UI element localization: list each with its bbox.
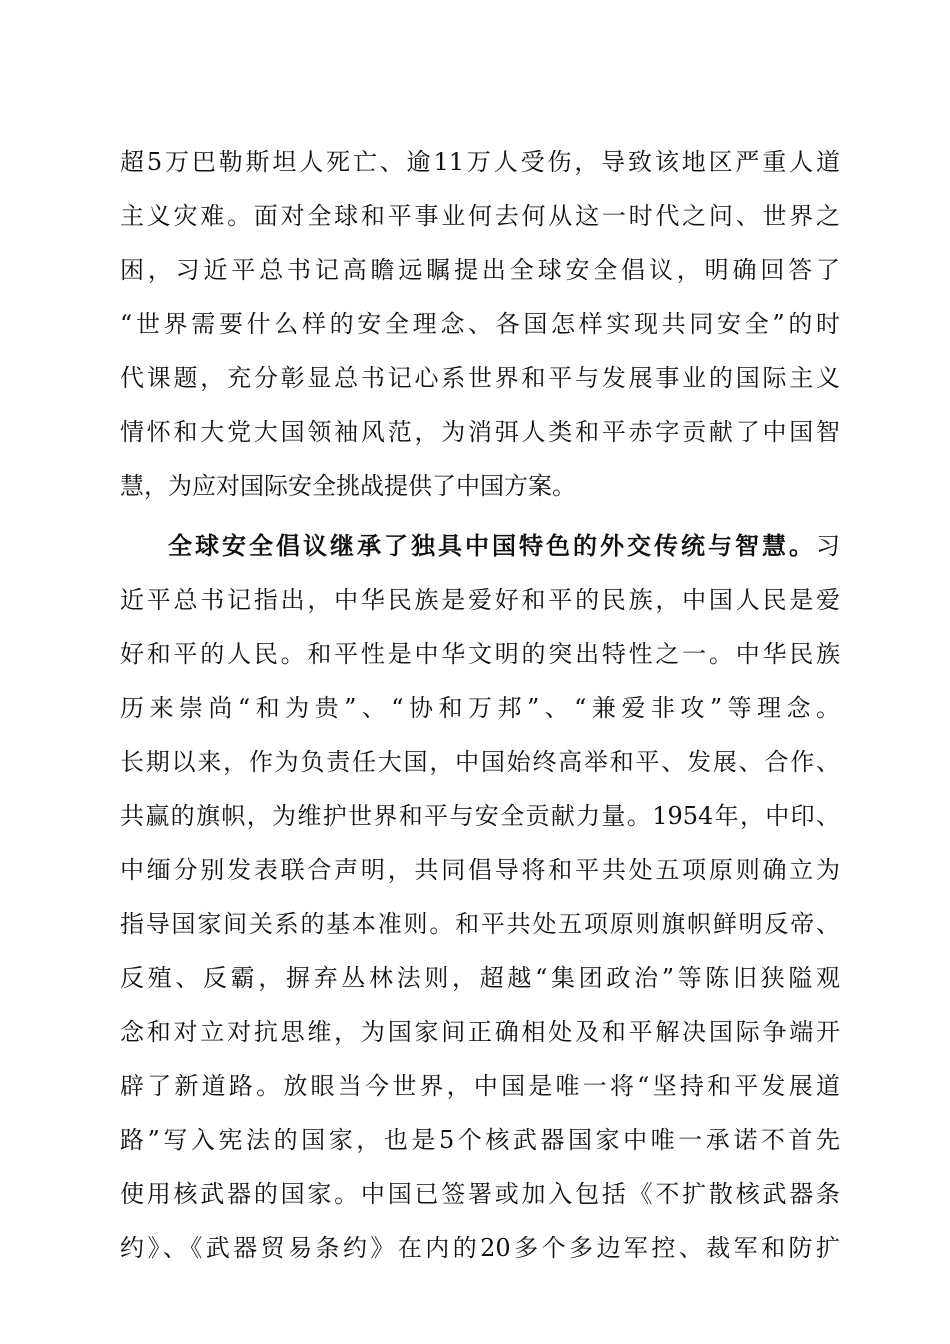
paragraph-1-line-1: 超5万巴勒斯坦人死亡、逾11万人受伤，导致该地区严重人道 bbox=[120, 148, 840, 176]
paragraph-1-line-2: 主义灾难。面对全球和平事业何去何从这一时代之问、世界之 bbox=[120, 202, 840, 230]
paragraph-2-line-2: 近平总书记指出，中华民族是爱好和平的民族，中国人民是爱 bbox=[120, 586, 840, 614]
paragraph-2-line-9: 反殖、反霸，摒弃丛林法则，超越“集团政治”等陈旧狭隘观 bbox=[120, 964, 840, 992]
paragraph-2-line-14: 约》、《武器贸易条约》在内的20多个多边军控、裁军和防扩 bbox=[120, 1234, 840, 1262]
paragraph-2-line-5: 长期以来，作为负责任大国，中国始终高举和平、发展、合作、 bbox=[120, 748, 840, 776]
paragraph-2-line-3: 好和平的人民。和平性是中华文明的突出特性之一。中华民族 bbox=[120, 640, 840, 668]
paragraph-2-first-line bbox=[168, 526, 840, 566]
paragraph-2-line-11: 辟了新道路。放眼当今世界，中国是唯一将“坚持和平发展道 bbox=[120, 1072, 840, 1100]
paragraph-1-line-3: 困，习近平总书记高瞻远瞩提出全球安全倡议，明确回答了 bbox=[120, 256, 840, 284]
paragraph-2-line-12: 路”写入宪法的国家，也是5个核武器国家中唯一承诺不首先 bbox=[120, 1126, 840, 1154]
paragraph-1-line-5: 代课题，充分彰显总书记心系世界和平与发展事业的国际主义 bbox=[120, 364, 840, 392]
paragraph-2-line-7: 中缅分别发表联合声明，共同倡导将和平共处五项原则确立为 bbox=[120, 856, 840, 884]
paragraph-1-line-4: “世界需要什么样的安全理念、各国怎样实现共同安全”的时 bbox=[120, 310, 840, 338]
paragraph-2-line-6: 共赢的旗帜，为维护世界和平与安全贡献力量。1954年，中印、 bbox=[120, 802, 840, 830]
paragraph-2-line-13: 使用核武器的国家。中国已签署或加入包括《不扩散核武器条 bbox=[120, 1180, 840, 1208]
paragraph-2-lead-sentence: 全球安全倡议继承了独具中国特色的外交传统与智慧。 bbox=[168, 532, 816, 560]
paragraph-2-line-4: 历来崇尚“和为贵”、“协和万邦”、“兼爱非攻”等理念。 bbox=[120, 694, 840, 722]
paragraph-2-first-line-rest: 习 bbox=[816, 532, 840, 560]
paragraph-2-line-10: 念和对立对抗思维，为国家间正确相处及和平解决国际争端开 bbox=[120, 1018, 840, 1046]
paragraph-2-line-8: 指导国家间关系的基本准则。和平共处五项原则旗帜鲜明反帝、 bbox=[120, 910, 840, 938]
paragraph-1-line-6: 情怀和大党大国领袖风范，为消弭人类和平赤字贡献了中国智 bbox=[120, 418, 840, 446]
paragraph-1-line-7: 慧，为应对国际安全挑战提供了中国方案。 bbox=[120, 472, 576, 500]
